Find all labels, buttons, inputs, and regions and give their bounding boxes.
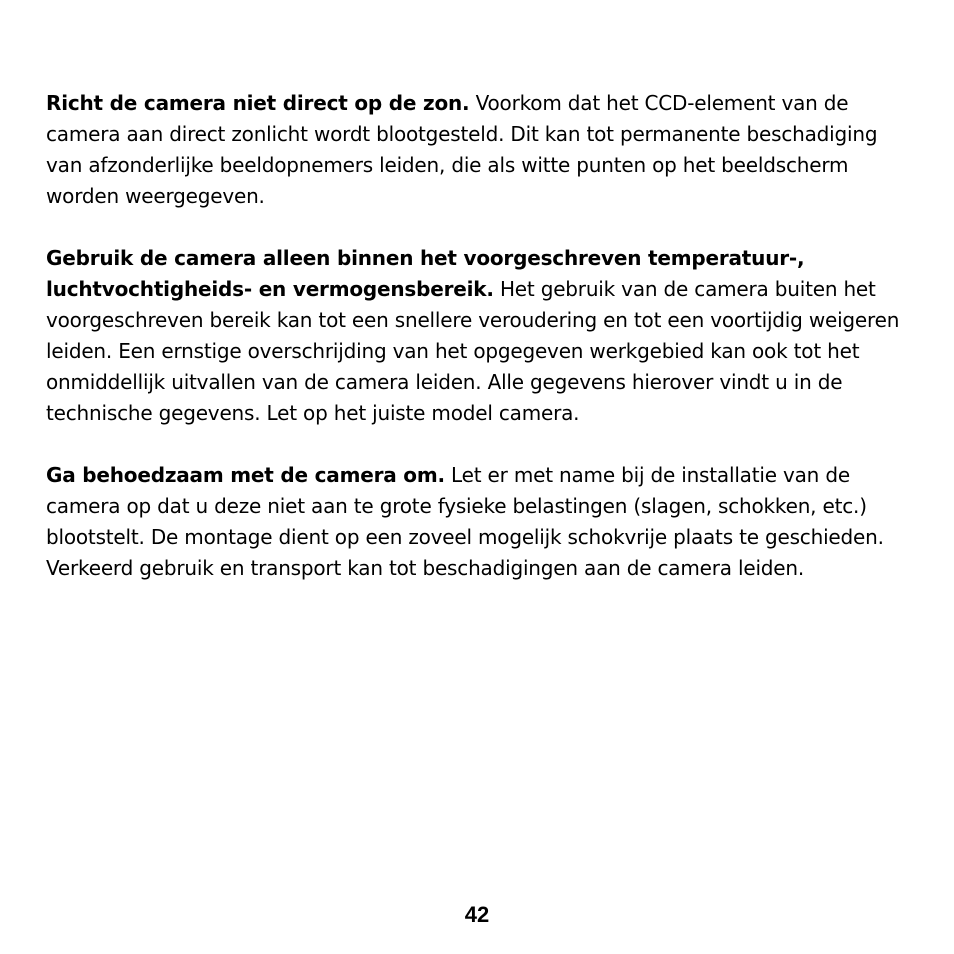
paragraph-text: Het gebruik van de camera buiten het voorgeschreven bereik kan tot een snellere veroudering en tot een voortijdig weigeren leiden. Een ernstige overschrijding van het opgegeven werkgebied kan ook tot het onmiddellijk uitvallen van de camera leiden. Alle gegevens hierover vindt u in de technische gegevens. Let op het juiste model camera. <box>46 277 900 425</box>
paragraph-heading: Gebruik de camera alleen binnen het voorgeschreven temperatuur-, luchtvochtigheids- en vermogensbereik. <box>46 246 805 301</box>
paragraph-heading: Richt de camera niet direct op de zon. <box>46 91 470 115</box>
paragraph-operating-range <box>46 243 908 429</box>
paragraph-heading: Ga behoedzaam met de camera om. <box>46 463 445 487</box>
document-body <box>46 88 908 615</box>
paragraph-sun-warning <box>46 88 908 212</box>
page-number: 42 <box>464 902 490 927</box>
paragraph-handling-care <box>46 460 908 584</box>
paragraph-text: Voorkom dat het CCD-element van de camera aan direct zonlicht wordt blootgesteld. Dit kan tot permanente beschadiging van afzonderlijke beeldopnemers leiden, die als witte punten op het beeldscherm worden weergegeven. <box>46 91 878 208</box>
paragraph-text: Let er met name bij de installatie van de camera op dat u deze niet aan te grote fysieke belastingen (slagen, schokken, etc.) blootstelt. De montage dient op een zoveel mogelijk schokvrije plaats te geschieden. Verkeerd gebruik en transport kan tot beschadigingen aan de camera leiden. <box>46 463 884 580</box>
